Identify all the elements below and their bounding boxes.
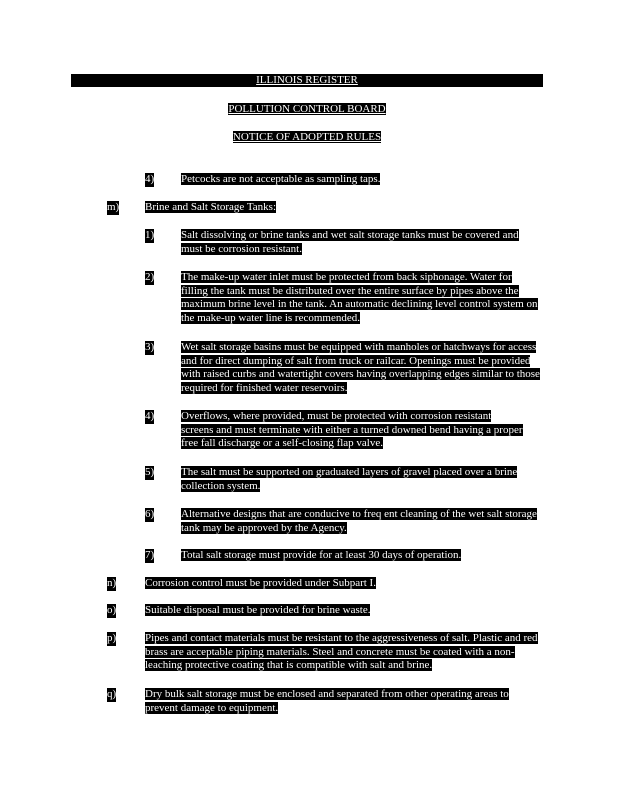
item-marker: p) — [107, 632, 117, 644]
item-text: Alternative designs that are conducive to freq ent cleaning of the wet salt storage tank may be approved by the Agency. — [181, 508, 537, 534]
register-title: ILLINOIS REGISTER — [256, 74, 358, 86]
notice-title: NOTICE OF ADOPTED RULES — [232, 131, 382, 143]
item-text: Wet salt storage basins must be equipped with manholes or hatchways for access and for direct dumping of salt from truck or railcar. Openings must be provided with raised curbs and watertight covers having overlapping edges similar to those required for finished water reservoirs. — [181, 341, 540, 394]
item-marker: 3) — [145, 341, 155, 353]
item-marker: n) — [107, 577, 117, 589]
item-text: Pipes and contact materials must be resistant to the aggressiveness of salt. Plastic and red brass are acceptable piping materials. Steel and concrete must be coated with a non-leaching protective coating that is compatible with salt and brine. — [145, 632, 538, 671]
notice-heading — [71, 131, 543, 145]
header-rule — [71, 86, 543, 87]
board-heading — [71, 103, 543, 117]
item-text: Suitable disposal must be provided for brine waste. — [145, 604, 371, 616]
item-text: The salt must be supported on graduated layers of gravel placed over a brine collection system. — [181, 466, 518, 492]
register-header — [71, 74, 543, 86]
item-marker: 6) — [145, 508, 155, 520]
item-text: Brine and Salt Storage Tanks: — [145, 201, 277, 213]
item-marker: 4) — [145, 173, 155, 185]
item-marker: m) — [107, 201, 120, 213]
item-marker: 7) — [145, 549, 155, 561]
item-marker: 4) — [145, 410, 155, 422]
item-marker: 2) — [145, 271, 155, 283]
item-text: The make-up water inlet must be protected from back siphonage. Water for filling the tank must be distributed over the entire surface by pipes above the maximum brine level in the tank. An automatic declining level control system on the make-up water line is recommended. — [181, 271, 538, 324]
item-text: Petcocks are not acceptable as sampling taps. — [181, 173, 381, 185]
item-text: Dry bulk salt storage must be enclosed and separated from other operating areas to prevent damage to equipment. — [145, 688, 509, 714]
board-title: POLLUTION CONTROL BOARD — [228, 103, 386, 115]
item-marker: 5) — [145, 466, 155, 478]
item-marker: q) — [107, 688, 117, 700]
item-text: Total salt storage must provide for at least 30 days of operation. — [181, 549, 462, 561]
item-text: Salt dissolving or brine tanks and wet salt storage tanks must be covered and must be corrosion resistant. — [181, 229, 519, 255]
item-marker: o) — [107, 604, 117, 616]
item-text: Corrosion control must be provided under Subpart I. — [145, 577, 376, 589]
item-text: Overflows, where provided, must be protected with corrosion resistant screens and must terminate with either a turned downed bend having a proper free fall discharge or a self-closing flap valve. — [181, 410, 523, 449]
item-marker: 1) — [145, 229, 155, 241]
